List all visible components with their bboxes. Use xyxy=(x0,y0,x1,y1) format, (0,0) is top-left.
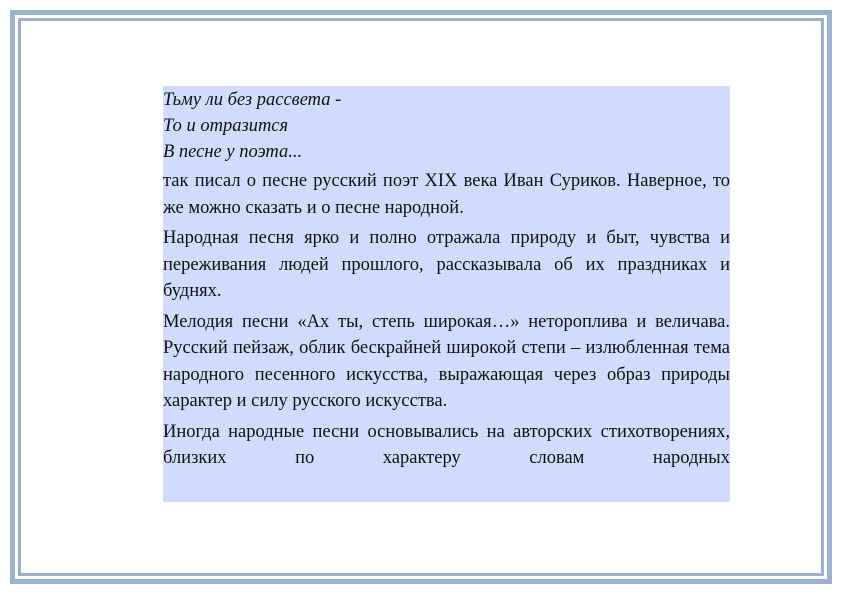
paragraph: Мелодия песни «Ах ты, степь широкая…» нетороплива и величава. Русский пейзаж, облик бескрайней широкой степи – излюбленная тема народного песенного искусства, выражающая через образ природы характер и силу русского искусства. xyxy=(163,311,730,411)
paragraph: Народная песня ярко и полно отражала природу и быт, чувства и переживания людей прошлого, рассказывала об их праздниках и буднях. xyxy=(163,228,730,301)
paragraph: Иногда народные песни основывались на авторских стихотворениях, близких по характеру словам народных xyxy=(163,421,730,468)
epigraph-line: В песне у поэта... xyxy=(163,142,303,162)
epigraph-line: То и отразится xyxy=(163,116,289,136)
text-block xyxy=(163,86,730,502)
epigraph xyxy=(163,86,730,165)
epigraph-line: Тьму ли без рассвета - xyxy=(163,90,342,110)
paragraph: так писал о песне русский поэт XIX века Иван Суриков. Наверное, то же можно сказать и о песне народной. xyxy=(163,171,730,218)
